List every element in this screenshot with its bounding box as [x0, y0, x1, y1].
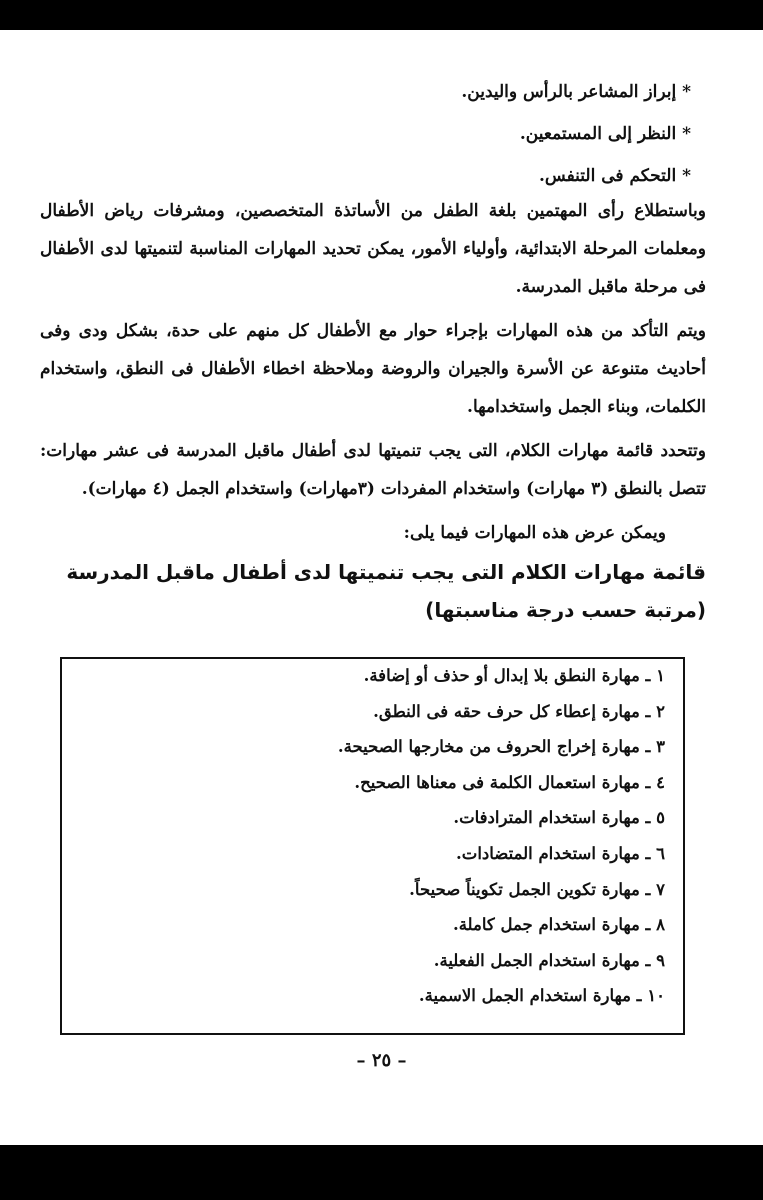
top-black-bar [0, 0, 763, 30]
skill-item: ١ ـ مهارة النطق بلا إبدال أو حذف أو إضافة. [363, 666, 665, 685]
bullet-item: * النظر إلى المستمعين. [519, 124, 691, 144]
bullet-item: * إبراز المشاعر بالرأس واليدين. [461, 82, 691, 102]
list-subtitle: (مرتبة حسب درجة مناسبتها) [425, 598, 706, 622]
skills-box [60, 657, 685, 1035]
skill-item: ٤ ـ مهارة استعمال الكلمة فى معناها الصحيح. [354, 772, 665, 792]
skill-item: ٣ ـ مهارة إخراج الحروف من مخارجها الصحيحة. [337, 737, 665, 757]
skill-item: ٧ ـ مهارة تكوين الجمل تكويناً صحيحاً. [409, 879, 665, 899]
paragraph: وباستطلاع رأى المهتمين بلغة الطفل من الأساتذة المتخصصين، ومشرفات رياض الأطفال ومعلمات المرحلة الابتدائية، وأولياء الأمور، يمكن تحديد المهارات المناسبة لتنميتها لدى الأطفال فى مرحلة ماقبل المدرسة. [40, 201, 706, 297]
page-number: – ٢٥ – [356, 1050, 407, 1071]
skills-list [62, 666, 683, 1006]
skill-item: ٢ ـ مهارة إعطاء كل حرف حقه فى النطق. [373, 701, 665, 721]
paragraph: ويتم التأكد من هذه المهارات بإجراء حوار مع الأطفال كل منهم على حدة، بشكل ودى وفى أحاديث متنوعة عن الأسرة والجيران والروضة وملاحظة اخطاء الأطفال فى النطق، واستخدام الكلمات، وبناء الجمل واستخدامها. [40, 321, 706, 417]
bullet-item: * التحكم فى التنفس. [538, 166, 691, 186]
skill-item: ٦ ـ مهارة استخدام المتضادات. [456, 843, 665, 863]
list-title: قائمة مهارات الكلام التى يجب تنميتها لدى أطفال ماقبل المدرسة [66, 560, 706, 584]
skill-item: ١٠ ـ مهارة استخدام الجمل الاسمية. [418, 986, 665, 1006]
paragraph: وتتحدد قائمة مهارات الكلام، التى يجب تنميتها لدى أطفال ماقبل المدرسة فى عشر مهارات: تتصل بالنطق (٣ مهارات) واستخدام المفردات (٣مهارات) واستخدام الجمل (٤ مهارات). [40, 441, 706, 499]
skill-item: ٥ ـ مهارة استخدام المترادفات. [453, 808, 665, 828]
page-body [40, 80, 706, 628]
bottom-black-bar [0, 1145, 763, 1200]
skill-item: ٨ ـ مهارة استخدام جمل كاملة. [452, 915, 665, 935]
skill-item: ٩ ـ مهارة استخدام الجمل الفعلية. [433, 950, 665, 970]
intro-line: ويمكن عرض هذه المهارات فيما يلى: [403, 523, 666, 543]
